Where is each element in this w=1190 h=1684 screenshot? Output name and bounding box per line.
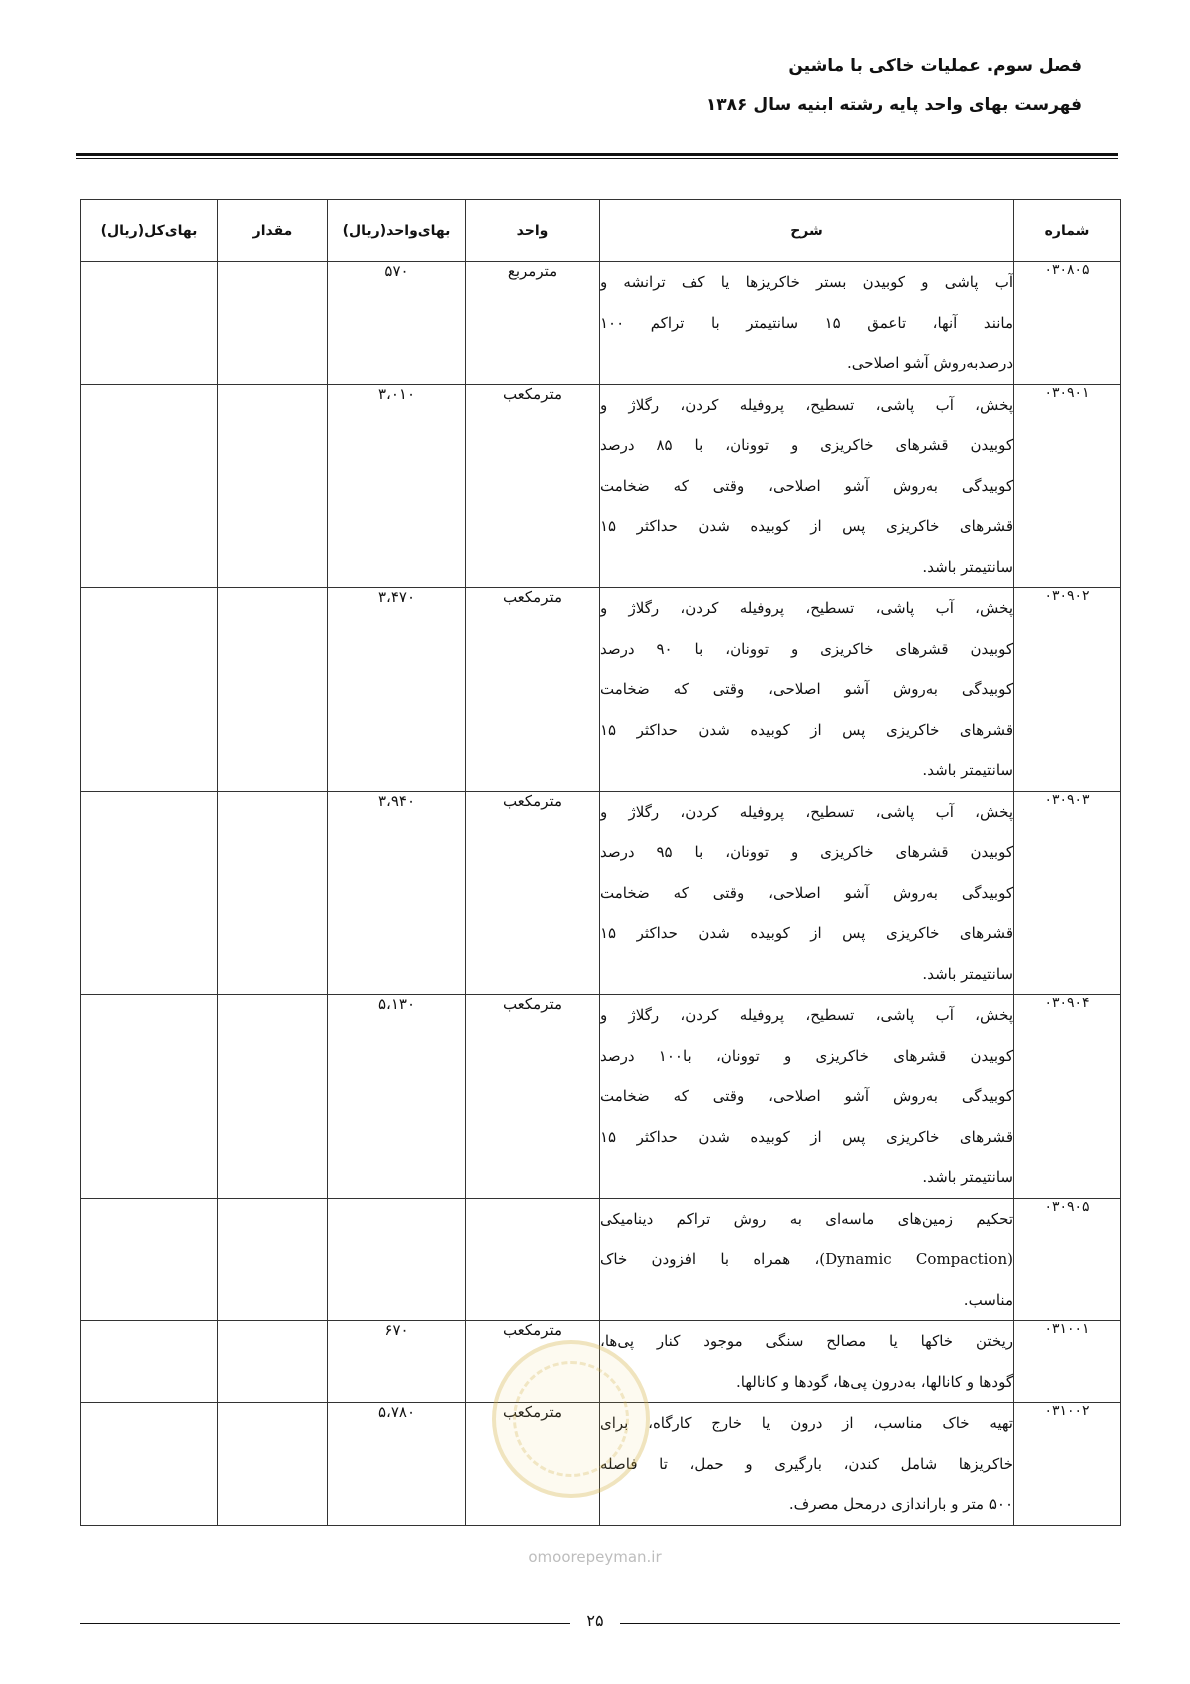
header-rule-thick xyxy=(76,153,1118,156)
item-quantity-cell xyxy=(218,995,328,1199)
page-number: ۲۵ xyxy=(586,1611,604,1630)
footer-rule-left xyxy=(80,1623,570,1624)
item-code-cell: ۰۳۰۸۰۵ xyxy=(1014,262,1121,385)
table-row xyxy=(81,1403,1121,1526)
table-row xyxy=(81,995,1121,1199)
item-total-price-cell xyxy=(81,262,218,385)
description-line: کوبیدگی به‌روش آشو اصلاحی، وقتی که ضخامت xyxy=(600,883,1013,902)
item-quantity-cell xyxy=(218,588,328,792)
table-row xyxy=(81,1198,1121,1321)
description-line: قشرهای خاکریزی پس از کوبیده شدن حداکثر ۱۵ xyxy=(600,924,1013,942)
column-header-description: شرح xyxy=(600,200,1014,262)
item-unit-price-cell: ۵،۱۳۰ xyxy=(328,995,466,1199)
description-line: سانتیمتر باشد. xyxy=(922,761,1013,779)
table-row xyxy=(81,588,1121,792)
item-code-cell: ۰۳۰۹۰۲ xyxy=(1014,588,1121,792)
description-line: پخش، آب پاشی، تسطیح، پروفیله کردن، رگلاژ و xyxy=(600,1006,1013,1024)
description-line: پخش، آب پاشی، تسطیح، پروفیله کردن، رگلاژ و xyxy=(600,395,1013,414)
item-quantity-cell xyxy=(218,262,328,385)
table-row xyxy=(81,791,1121,995)
price-table xyxy=(80,199,1121,1526)
description-line: ۵۰۰ متر و باراندازی درمحل مصرف. xyxy=(788,1495,1013,1513)
item-unit-cell: مترمکعب xyxy=(466,384,600,588)
watermark-site: omoorepeyman.ir xyxy=(528,1548,662,1566)
chapter-title: فصل سوم. عملیات خاکی با ماشین xyxy=(788,56,1082,76)
table-header-row xyxy=(81,200,1121,262)
description-line: مناسب. xyxy=(963,1290,1013,1309)
table-row xyxy=(81,384,1121,588)
item-unit-cell: مترمکعب xyxy=(466,995,600,1199)
description-line: قشرهای خاکریزی پس از کوبیده شدن حداکثر ۱۵ xyxy=(600,1127,1013,1146)
item-unit-cell: مترمکعب xyxy=(466,791,600,995)
description-line: کوبیدن قشرهای خاکریزی و توونان، با۱۰۰ درصد xyxy=(600,1046,1013,1065)
item-quantity-cell xyxy=(218,791,328,995)
item-code-cell: ۰۳۱۰۰۲ xyxy=(1014,1403,1121,1526)
description-line: کوبیدن قشرهای خاکریزی و توونان، با ۹۵ درصد xyxy=(600,843,1013,861)
description-line: کوبیدگی به‌روش آشو اصلاحی، وقتی که ضخامت xyxy=(600,1087,1013,1105)
header-rule-thin xyxy=(76,158,1118,159)
page-header xyxy=(706,58,1082,114)
description-line: (Dynamic Compaction)، همراه با افزودن خاک xyxy=(600,1250,1013,1268)
description-line: کوبیدگی به‌روش آشو اصلاحی، وقتی که ضخامت xyxy=(600,680,1013,698)
item-description-cell xyxy=(600,995,1014,1199)
column-header-unit-price: بهای‌واحد(ریال) xyxy=(328,200,466,262)
item-quantity-cell xyxy=(218,1198,328,1321)
item-unit-price-cell: ۶۷۰ xyxy=(328,1321,466,1403)
item-code-cell: ۰۳۰۹۰۵ xyxy=(1014,1198,1121,1321)
description-line: خاکریزها شامل کندن، بارگیری و حمل، تا فاصله xyxy=(600,1454,1013,1473)
description-line: کوبیدگی به‌روش آشو اصلاحی، وقتی که ضخامت xyxy=(600,476,1013,495)
description-line: تهیه خاک مناسب، از درون یا خارج کارگاه، برای xyxy=(600,1414,1013,1432)
item-total-price-cell xyxy=(81,1198,218,1321)
item-unit-cell: مترمربع xyxy=(466,262,600,385)
column-header-quantity: مقدار xyxy=(218,200,328,262)
item-total-price-cell xyxy=(81,384,218,588)
description-line: تحکیم زمین‌های ماسه‌ای به روش تراکم دینامیکی xyxy=(600,1209,1013,1228)
item-description-cell xyxy=(600,791,1014,995)
description-line: کوبیدن قشرهای خاکریزی و توونان، با ۹۰ درصد xyxy=(600,639,1013,658)
item-description-cell xyxy=(600,384,1014,588)
item-total-price-cell xyxy=(81,791,218,995)
item-unit-price-cell: ۵۷۰ xyxy=(328,262,466,385)
item-code-cell: ۰۳۰۹۰۳ xyxy=(1014,791,1121,995)
item-total-price-cell xyxy=(81,995,218,1199)
item-code-cell: ۰۳۰۹۰۱ xyxy=(1014,384,1121,588)
item-description-cell xyxy=(600,1403,1014,1526)
document-title: فهرست بهای واحد پایه رشته ابنیه سال ۱۳۸۶ xyxy=(705,95,1082,115)
item-unit-price-cell: ۳،۰۱۰ xyxy=(328,384,466,588)
item-description-cell xyxy=(600,262,1014,385)
description-line: گودها و کانالها، به‌درون پی‌ها، گودها و کانالها. xyxy=(736,1372,1013,1391)
column-header-unit: واحد xyxy=(466,200,600,262)
description-line: قشرهای خاکریزی پس از کوبیده شدن حداکثر ۱۵ xyxy=(600,517,1013,535)
column-header-code: شماره xyxy=(1014,200,1121,262)
table-body xyxy=(81,262,1121,1526)
item-quantity-cell xyxy=(218,1321,328,1403)
description-line: قشرهای خاکریزی پس از کوبیده شدن حداکثر ۱۵ xyxy=(600,720,1013,739)
item-code-cell: ۰۳۱۰۰۱ xyxy=(1014,1321,1121,1403)
item-unit-cell: مترمکعب xyxy=(466,1321,600,1403)
item-unit-price-cell: ۳،۴۷۰ xyxy=(328,588,466,792)
description-line: سانتیمتر باشد. xyxy=(922,1168,1013,1186)
item-quantity-cell xyxy=(218,1403,328,1526)
item-unit-price-cell: ۵،۷۸۰ xyxy=(328,1403,466,1526)
description-line: پخش، آب پاشی، تسطیح، پروفیله کردن، رگلاژ و xyxy=(600,802,1013,821)
item-code-cell: ۰۳۰۹۰۴ xyxy=(1014,995,1121,1199)
description-line: درصدبه‌روش آشو اصلاحی. xyxy=(847,354,1013,372)
item-total-price-cell xyxy=(81,588,218,792)
item-description-cell xyxy=(600,588,1014,792)
description-line: آب پاشی و کوبیدن بستر خاکریزها یا کف ترانشه و xyxy=(600,273,1013,291)
description-line: سانتیمتر باشد. xyxy=(922,557,1013,576)
item-unit-cell xyxy=(466,1198,600,1321)
table-row xyxy=(81,1321,1121,1403)
item-unit-cell: مترمکعب xyxy=(466,588,600,792)
description-line: سانتیمتر باشد. xyxy=(922,964,1013,983)
description-line: کوبیدن قشرهای خاکریزی و توونان، با ۸۵ درصد xyxy=(600,436,1013,454)
description-line: مانند آنها، تاعمق ۱۵ سانتیمتر با تراکم ۱۰۰ xyxy=(600,313,1013,332)
item-total-price-cell xyxy=(81,1403,218,1526)
footer-rule-right xyxy=(620,1623,1120,1624)
description-line: پخش، آب پاشی، تسطیح، پروفیله کردن، رگلاژ و xyxy=(600,599,1013,617)
table-row xyxy=(81,262,1121,385)
item-description-cell xyxy=(600,1198,1014,1321)
item-unit-price-cell: ۳،۹۴۰ xyxy=(328,791,466,995)
item-total-price-cell xyxy=(81,1321,218,1403)
description-line: ریختن خاکها یا مصالح سنگی موجود کنار پی‌ها، xyxy=(600,1332,1013,1350)
item-quantity-cell xyxy=(218,384,328,588)
column-header-total-price: بهای‌کل(ریال) xyxy=(81,200,218,262)
item-unit-cell: مترمکعب xyxy=(466,1403,600,1526)
item-unit-price-cell xyxy=(328,1198,466,1321)
item-description-cell xyxy=(600,1321,1014,1403)
